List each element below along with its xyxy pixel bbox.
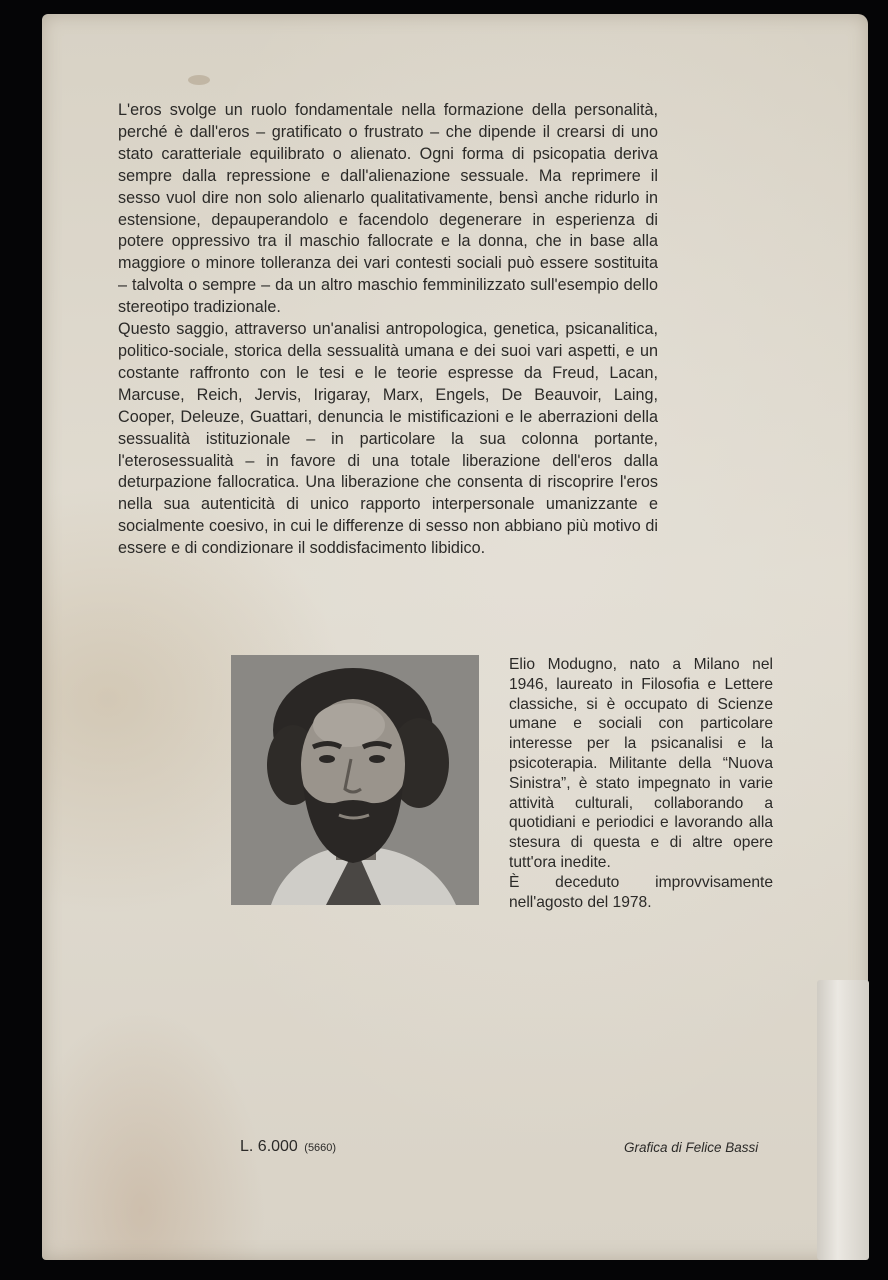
- author-photo: [231, 655, 479, 905]
- author-portrait-image: [231, 655, 479, 905]
- blurb-paragraph-1: L'eros svolge un ruolo fondamentale nella formazione della personalità, perché è dall'eros – gratificato o frustrato – che dipende il crearsi di uno stato caratteriale equilibrato o alienato. Ogni forma di psicopatia deriva sempre dalla repressione e dall'alienazione sessuale. Ma reprimere il sesso vuol dire non solo alienarlo qualitativamente, bensì anche ridurlo in estensione, depauperandolo e facendolo degenerare in esperienza di potere oppressivo tra il maschio fallocrate e la donna, che in base alla maggiore o minore tolleranza dei vari contesti sociali può essere sostituita – talvolta o sempre – da un altro maschio femminilizzato sull'esempio dello stereotipo tradizionale.: [118, 101, 658, 317]
- library-sticker: [817, 980, 869, 1260]
- price-value: L. 6.000: [240, 1138, 298, 1155]
- author-death-note: È deceduto improvvisamente nell'agosto del 1978.: [509, 873, 773, 911]
- author-bio-text: Elio Modugno, nato a Milano nel 1946, laureato in Filosofia e Lettere classiche, si è occupato di Scienze umane e sociali con particolare interesse per la psicanalisi e la psicoterapia. Militante della “Nuova Sinistra”, è stato impegnato in varie attività culturali, collaborando a quotidiani e periodici e lavorando alla stesura di questa e di altre opere tutt'ora inedite.: [509, 656, 773, 871]
- design-credit: Grafica di Felice Bassi: [624, 1140, 759, 1155]
- price-code: (5660): [304, 1142, 337, 1154]
- price-label: [240, 1138, 336, 1156]
- cover-blurb: [118, 100, 658, 560]
- author-biography: [509, 655, 773, 912]
- blurb-paragraph-2: Questo saggio, attraverso un'analisi antropologica, genetica, psicanalitica, politico-sociale, storica della sessualità umana e dei suoi vari aspetti, e un costante raffronto con le tesi e le teorie espresse da Freud, Lacan, Marcuse, Reich, Jervis, Irigaray, Marx, Engels, De Beauvoir, Laing, Cooper, Deleuze, Guattari, denuncia le mistificazioni e le aberrazioni della sessualità istituzionale – in particolare la sua colonna portante, l'eterosessualità – in favore di una totale liberazione dell'eros dalla deturpazione fallocratica. Una liberazione che consenta di riscoprire l'eros nella sua autenticità di unico rapporto interpersonale umanizzante e socialmente coesivo, in cui le differenze di sesso non abbiano più motivo di essere e di condizionare il soddisfacimento libidico.: [118, 320, 658, 558]
- stain-mark: [188, 75, 210, 85]
